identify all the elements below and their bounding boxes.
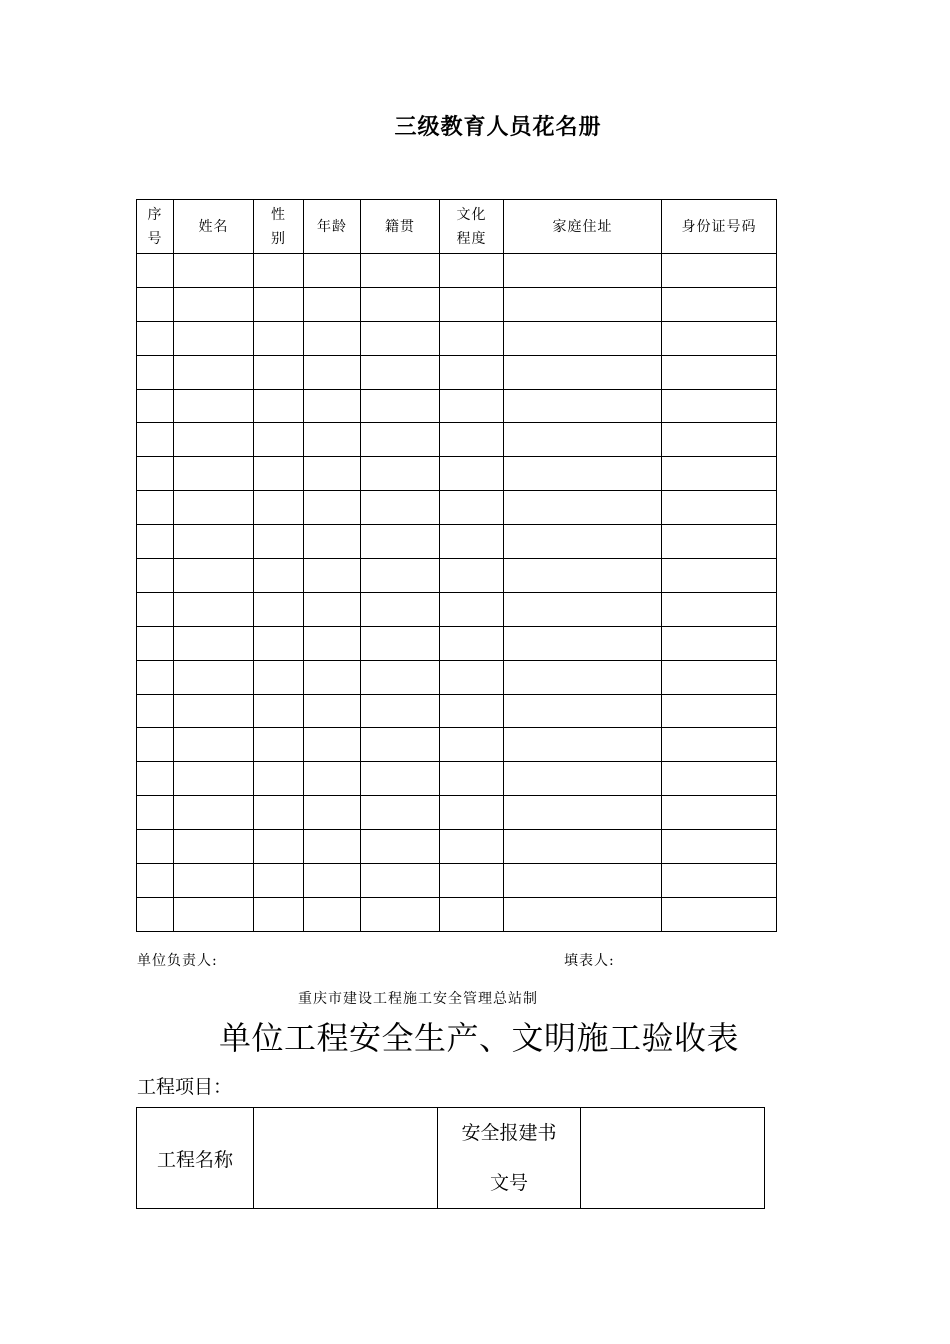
table-cell[interactable]: [304, 525, 361, 559]
table-cell[interactable]: [254, 796, 304, 830]
table-row: [137, 457, 777, 491]
table-cell[interactable]: [440, 525, 504, 559]
table-cell[interactable]: [662, 728, 777, 762]
table-cell[interactable]: [254, 355, 304, 389]
table-cell[interactable]: [504, 321, 662, 355]
table-cell[interactable]: [504, 796, 662, 830]
table-row: [137, 287, 777, 321]
table-cell[interactable]: [662, 423, 777, 457]
table-cell[interactable]: [304, 694, 361, 728]
table-cell[interactable]: [174, 796, 254, 830]
table-cell[interactable]: [137, 287, 174, 321]
table-row: [137, 897, 777, 931]
project-row: [137, 1108, 765, 1209]
table-cell[interactable]: [361, 321, 440, 355]
table-cell[interactable]: [504, 423, 662, 457]
table-cell[interactable]: [504, 592, 662, 626]
table-cell[interactable]: [504, 728, 662, 762]
table-cell[interactable]: [174, 592, 254, 626]
table-cell[interactable]: [440, 457, 504, 491]
table-cell[interactable]: [440, 592, 504, 626]
table-cell[interactable]: [662, 796, 777, 830]
table-cell[interactable]: [662, 694, 777, 728]
acceptance-title: 单位工程安全生产、文明施工验收表: [219, 1019, 740, 1057]
table-cell[interactable]: [254, 287, 304, 321]
table-row: [137, 864, 777, 898]
table-cell[interactable]: [174, 694, 254, 728]
table-cell[interactable]: [662, 491, 777, 525]
permit-label-line1: 安全报建书: [461, 1122, 557, 1144]
table-cell[interactable]: [662, 830, 777, 864]
table-cell[interactable]: [361, 525, 440, 559]
table-cell[interactable]: [361, 423, 440, 457]
table-cell[interactable]: [662, 660, 777, 694]
table-cell[interactable]: [174, 728, 254, 762]
project-label: 工程项目：: [137, 1076, 233, 1098]
table-cell[interactable]: [137, 559, 174, 593]
permit-label-line2: 文号: [489, 1172, 528, 1194]
table-cell[interactable]: [504, 389, 662, 423]
header-name: [174, 200, 254, 254]
table-cell[interactable]: [662, 559, 777, 593]
table-cell[interactable]: [504, 864, 662, 898]
table-cell[interactable]: [137, 321, 174, 355]
table-cell[interactable]: [304, 796, 361, 830]
permit-label: [438, 1108, 581, 1209]
table-row: [137, 423, 777, 457]
table-cell[interactable]: [137, 389, 174, 423]
table-cell[interactable]: [174, 355, 254, 389]
table-row: [137, 626, 777, 660]
table-cell[interactable]: [504, 254, 662, 288]
table-row: [137, 355, 777, 389]
table-cell[interactable]: [440, 254, 504, 288]
table-cell[interactable]: [174, 525, 254, 559]
permit-value[interactable]: [581, 1108, 765, 1209]
table-cell[interactable]: [254, 897, 304, 931]
roster-title: 三级教育人员花名册: [394, 114, 602, 140]
table-cell[interactable]: [504, 660, 662, 694]
table-cell[interactable]: [361, 254, 440, 288]
table-cell[interactable]: [662, 287, 777, 321]
header-label: 序 号: [147, 206, 163, 247]
table-cell[interactable]: [662, 762, 777, 796]
table-cell[interactable]: [361, 592, 440, 626]
table-cell[interactable]: [304, 254, 361, 288]
table-cell[interactable]: [504, 694, 662, 728]
table-cell[interactable]: [137, 864, 174, 898]
table-cell[interactable]: [254, 728, 304, 762]
table-row: [137, 525, 777, 559]
table-cell[interactable]: [361, 897, 440, 931]
header-age: [304, 200, 361, 254]
table-cell[interactable]: [254, 254, 304, 288]
table-cell[interactable]: [662, 525, 777, 559]
table-cell[interactable]: [504, 491, 662, 525]
table-cell[interactable]: [137, 694, 174, 728]
table-cell[interactable]: [174, 254, 254, 288]
table-cell[interactable]: [137, 897, 174, 931]
table-cell[interactable]: [361, 457, 440, 491]
table-row: [137, 796, 777, 830]
table-cell[interactable]: [662, 321, 777, 355]
table-cell[interactable]: [137, 762, 174, 796]
table-cell[interactable]: [504, 457, 662, 491]
header-gender: [254, 200, 304, 254]
table-cell[interactable]: [662, 457, 777, 491]
table-cell[interactable]: [662, 355, 777, 389]
table-cell[interactable]: [254, 864, 304, 898]
table-cell[interactable]: [174, 423, 254, 457]
table-row: [137, 728, 777, 762]
table-cell[interactable]: [304, 355, 361, 389]
table-cell[interactable]: [304, 728, 361, 762]
roster-header-row: [137, 200, 777, 254]
table-cell[interactable]: [304, 559, 361, 593]
maker-note: 重庆市建设工程施工安全管理总站制: [298, 991, 538, 1007]
table-cell[interactable]: [440, 864, 504, 898]
table-cell[interactable]: [137, 660, 174, 694]
table-row: [137, 321, 777, 355]
table-cell[interactable]: [137, 796, 174, 830]
table-cell[interactable]: [304, 491, 361, 525]
header-label: 籍贯: [385, 218, 415, 235]
table-cell[interactable]: [137, 491, 174, 525]
table-row: [137, 694, 777, 728]
table-cell[interactable]: [440, 796, 504, 830]
unit-leader-label: 单位负责人:: [137, 953, 218, 969]
table-cell[interactable]: [440, 287, 504, 321]
table-cell[interactable]: [361, 830, 440, 864]
table-cell[interactable]: [137, 457, 174, 491]
project-name-value[interactable]: [254, 1108, 438, 1209]
table-cell[interactable]: [304, 423, 361, 457]
header-label: 年龄: [317, 218, 347, 235]
table-row: [137, 491, 777, 525]
table-cell[interactable]: [662, 254, 777, 288]
table-cell[interactable]: [174, 321, 254, 355]
table-cell[interactable]: [361, 559, 440, 593]
table-cell[interactable]: [361, 626, 440, 660]
table-cell[interactable]: [254, 491, 304, 525]
table-cell[interactable]: [174, 762, 254, 796]
table-cell[interactable]: [440, 626, 504, 660]
table-cell[interactable]: [504, 525, 662, 559]
header-label: 家庭住址: [552, 218, 613, 235]
table-cell[interactable]: [254, 660, 304, 694]
table-cell[interactable]: [137, 525, 174, 559]
table-cell[interactable]: [254, 626, 304, 660]
table-cell[interactable]: [504, 626, 662, 660]
roster-body: [137, 254, 777, 932]
table-cell[interactable]: [662, 864, 777, 898]
table-cell[interactable]: [361, 287, 440, 321]
table-cell[interactable]: [304, 660, 361, 694]
table-row: [137, 830, 777, 864]
roster-table: [136, 199, 777, 932]
table-cell[interactable]: [254, 389, 304, 423]
table-cell[interactable]: [254, 694, 304, 728]
header-id-number: [662, 200, 777, 254]
table-cell[interactable]: [504, 830, 662, 864]
project-name-label: [137, 1108, 254, 1209]
table-cell[interactable]: [304, 592, 361, 626]
table-cell[interactable]: [174, 491, 254, 525]
table-cell[interactable]: [254, 592, 304, 626]
table-cell[interactable]: [361, 796, 440, 830]
table-row: [137, 762, 777, 796]
table-cell[interactable]: [504, 355, 662, 389]
table-cell[interactable]: [174, 864, 254, 898]
table-cell[interactable]: [254, 525, 304, 559]
table-cell[interactable]: [361, 762, 440, 796]
filler-label: 填表人:: [564, 953, 615, 969]
table-cell[interactable]: [174, 897, 254, 931]
table-cell[interactable]: [254, 321, 304, 355]
table-cell[interactable]: [137, 254, 174, 288]
table-cell[interactable]: [137, 728, 174, 762]
project-table: [136, 1107, 765, 1209]
table-cell[interactable]: [504, 762, 662, 796]
table-cell[interactable]: [137, 355, 174, 389]
table-cell[interactable]: [304, 626, 361, 660]
table-cell[interactable]: [440, 423, 504, 457]
table-cell[interactable]: [174, 389, 254, 423]
table-cell[interactable]: [304, 321, 361, 355]
header-address: [504, 200, 662, 254]
table-cell[interactable]: [440, 694, 504, 728]
table-cell[interactable]: [304, 864, 361, 898]
table-cell[interactable]: [440, 762, 504, 796]
header-label: 姓名: [198, 218, 229, 235]
table-row: [137, 254, 777, 288]
table-cell[interactable]: [254, 762, 304, 796]
table-cell[interactable]: [361, 660, 440, 694]
table-cell[interactable]: [137, 830, 174, 864]
table-cell[interactable]: [440, 559, 504, 593]
table-cell[interactable]: [361, 491, 440, 525]
table-cell[interactable]: [440, 897, 504, 931]
table-row: [137, 389, 777, 423]
table-cell[interactable]: [304, 762, 361, 796]
table-cell[interactable]: [254, 830, 304, 864]
table-cell[interactable]: [361, 864, 440, 898]
table-cell[interactable]: [440, 830, 504, 864]
table-cell[interactable]: [504, 287, 662, 321]
table-cell[interactable]: [304, 287, 361, 321]
table-cell[interactable]: [440, 728, 504, 762]
table-row: [137, 559, 777, 593]
table-cell[interactable]: [440, 321, 504, 355]
table-cell[interactable]: [361, 389, 440, 423]
table-cell[interactable]: [174, 457, 254, 491]
project-name-label-text: 工程名称: [156, 1148, 233, 1171]
table-cell[interactable]: [304, 389, 361, 423]
table-cell[interactable]: [174, 626, 254, 660]
table-cell[interactable]: [254, 457, 304, 491]
table-cell[interactable]: [174, 830, 254, 864]
table-cell[interactable]: [174, 660, 254, 694]
table-cell[interactable]: [174, 559, 254, 593]
header-hometown: [361, 200, 440, 254]
table-cell[interactable]: [662, 592, 777, 626]
table-cell[interactable]: [504, 559, 662, 593]
table-cell[interactable]: [304, 457, 361, 491]
table-cell[interactable]: [137, 626, 174, 660]
table-cell[interactable]: [254, 423, 304, 457]
table-cell[interactable]: [361, 355, 440, 389]
header-education: [440, 200, 504, 254]
table-cell[interactable]: [254, 559, 304, 593]
table-cell[interactable]: [662, 897, 777, 931]
table-cell[interactable]: [174, 287, 254, 321]
table-cell[interactable]: [504, 897, 662, 931]
table-row: [137, 660, 777, 694]
header-label: 文化 程度: [456, 206, 487, 247]
table-cell[interactable]: [440, 660, 504, 694]
table-cell[interactable]: [662, 389, 777, 423]
table-cell[interactable]: [361, 728, 440, 762]
header-label: 身份证号码: [681, 218, 757, 235]
table-cell[interactable]: [137, 423, 174, 457]
table-cell[interactable]: [304, 897, 361, 931]
table-row: [137, 592, 777, 626]
header-index: [137, 200, 174, 254]
table-cell[interactable]: [304, 830, 361, 864]
table-cell[interactable]: [440, 491, 504, 525]
table-cell[interactable]: [440, 389, 504, 423]
table-cell[interactable]: [440, 355, 504, 389]
table-cell[interactable]: [662, 626, 777, 660]
table-cell[interactable]: [361, 694, 440, 728]
header-label: 性 别: [271, 206, 286, 247]
table-cell[interactable]: [137, 592, 174, 626]
